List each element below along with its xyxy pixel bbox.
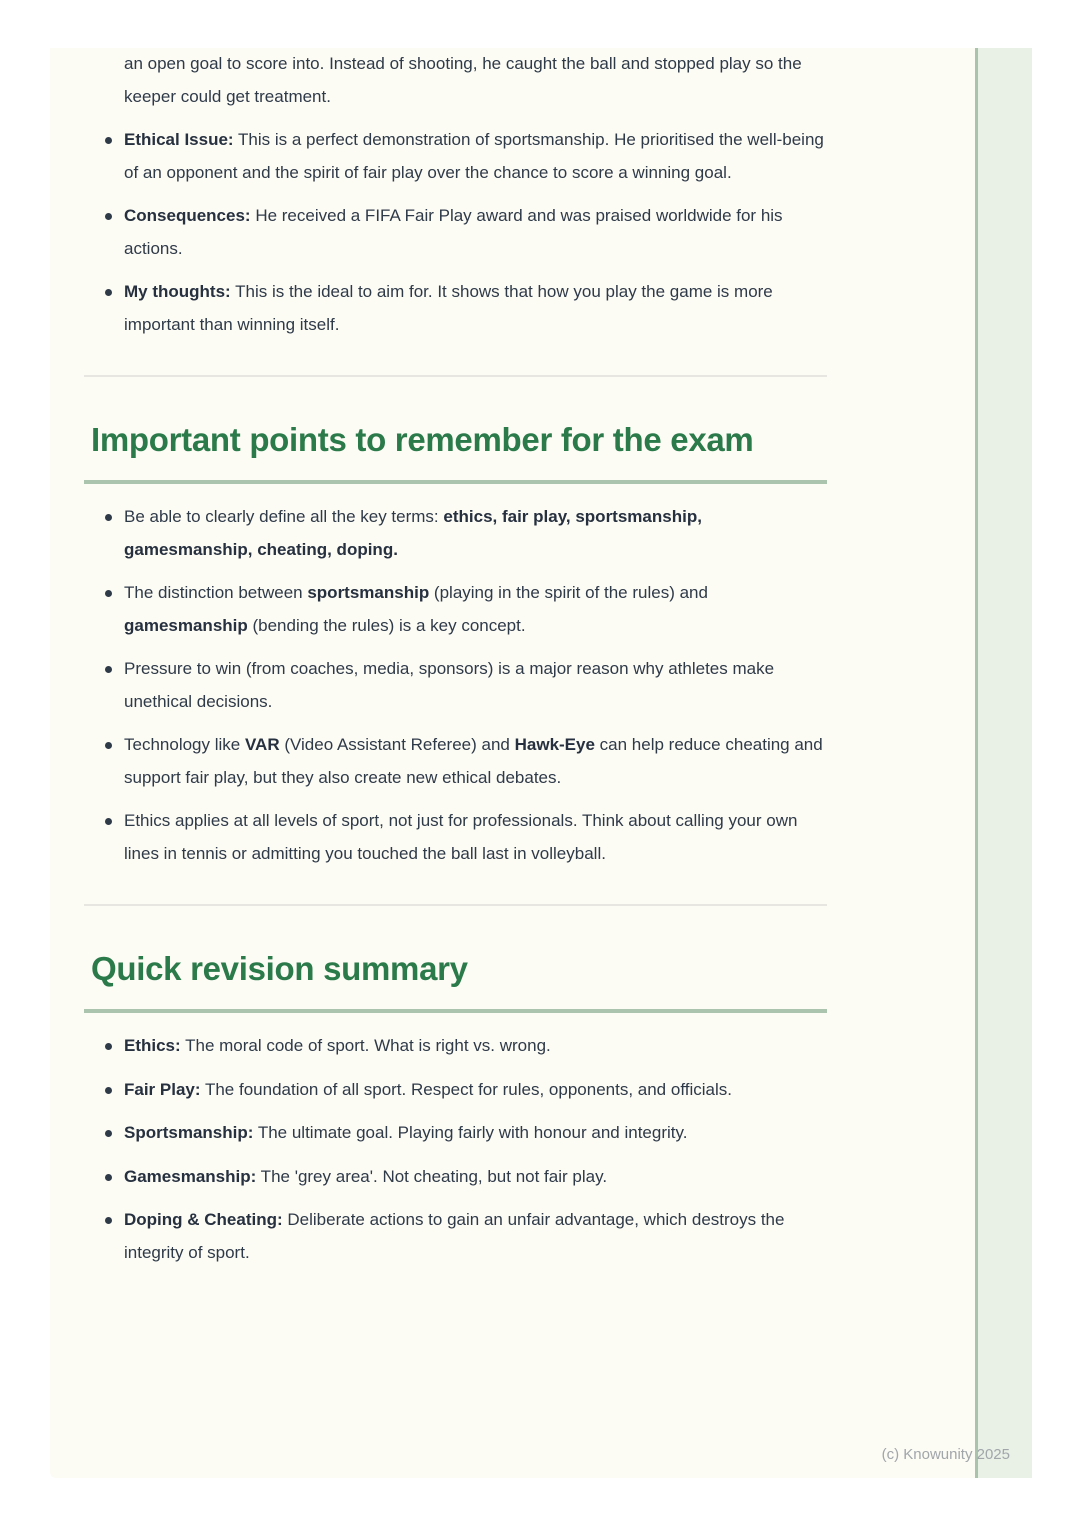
section-heading-summary: Quick revision summary <box>91 950 468 987</box>
list-item <box>91 276 827 341</box>
list-item <box>91 805 827 870</box>
list-item <box>91 729 827 794</box>
bullet-icon <box>105 742 112 749</box>
list-item <box>91 1074 827 1107</box>
bullet-icon <box>105 1217 112 1224</box>
list-item-text: The distinction between sportsmanship (playing in the spirit of the rules) and gamesmanship (bending the rules) is a key concept. <box>124 583 708 635</box>
summary-list <box>91 1030 827 1269</box>
case-study-list <box>91 124 827 341</box>
list-item <box>91 577 827 642</box>
list-item <box>91 1117 827 1150</box>
bullet-icon <box>105 514 112 521</box>
list-item <box>91 1161 827 1194</box>
exam-points-list <box>91 501 827 870</box>
bullet-icon <box>105 666 112 673</box>
list-item-text: Doping & Cheating: Deliberate actions to gain an unfair advantage, which destroys the integrity of sport. <box>124 1210 785 1262</box>
list-item-text: Technology like VAR (Video Assistant Referee) and Hawk-Eye can help reduce cheating and support fair play, but they also create new ethical debates. <box>124 735 823 787</box>
bullet-icon <box>105 137 112 144</box>
bullet-icon <box>105 818 112 825</box>
list-item <box>91 1030 827 1063</box>
bullet-icon <box>105 1174 112 1181</box>
page-content <box>91 48 827 1280</box>
list-item-text: Gamesmanship: The 'grey area'. Not cheating, but not fair play. <box>124 1166 608 1186</box>
list-item-text: Consequences: He received a FIFA Fair Play award and was praised worldwide for his actions. <box>124 206 783 258</box>
section-divider <box>84 904 827 906</box>
document-page <box>50 48 1032 1478</box>
list-item-text: Ethics applies at all levels of sport, not just for professionals. Think about calling your own lines in tennis or admitting you touched the ball last in volleyball. <box>124 811 798 863</box>
section-divider <box>84 375 827 377</box>
bullet-icon <box>105 213 112 220</box>
list-item-text: My thoughts: This is the ideal to aim for. It shows that how you play the game is more important than winning itself. <box>124 282 773 334</box>
list-item-text: Be able to clearly define all the key terms: ethics, fair play, sportsmanship, gamesmanship, cheating, doping. <box>124 507 702 559</box>
bullet-icon <box>105 590 112 597</box>
list-item <box>91 1204 827 1269</box>
list-item <box>91 653 827 718</box>
list-item <box>91 200 827 265</box>
list-item-text: Pressure to win (from coaches, media, sponsors) is a major reason why athletes make unethical decisions. <box>124 659 775 711</box>
list-item-text: Ethics: The moral code of sport. What is right vs. wrong. <box>124 1036 551 1055</box>
list-item <box>91 124 827 189</box>
list-item-text: Sportsmanship: The ultimate goal. Playing fairly with honour and integrity. <box>124 1123 688 1142</box>
bullet-icon <box>105 1087 112 1094</box>
list-item-text: Ethical Issue: This is a perfect demonstration of sportsmanship. He prioritised the well-being of an opponent and the spirit of fair play over the chance to score a winning goal. <box>124 130 824 182</box>
heading-underline <box>84 1009 827 1013</box>
case-study-continuation-text: an open goal to score into. Instead of shooting, he caught the ball and stopped play so the keeper could get treatment. <box>124 54 802 106</box>
bullet-icon <box>105 289 112 296</box>
list-item-text: Fair Play: The foundation of all sport. Respect for rules, opponents, and officials. <box>124 1079 732 1099</box>
list-item <box>91 501 827 566</box>
bullet-icon <box>105 1130 112 1137</box>
section-heading-exam: Important points to remember for the exam <box>91 421 754 458</box>
copyright-watermark: (c) Knowunity 2025 <box>881 1446 1010 1463</box>
bullet-icon <box>105 1043 112 1050</box>
heading-underline <box>84 480 827 484</box>
page-edge-strip <box>975 48 1032 1478</box>
